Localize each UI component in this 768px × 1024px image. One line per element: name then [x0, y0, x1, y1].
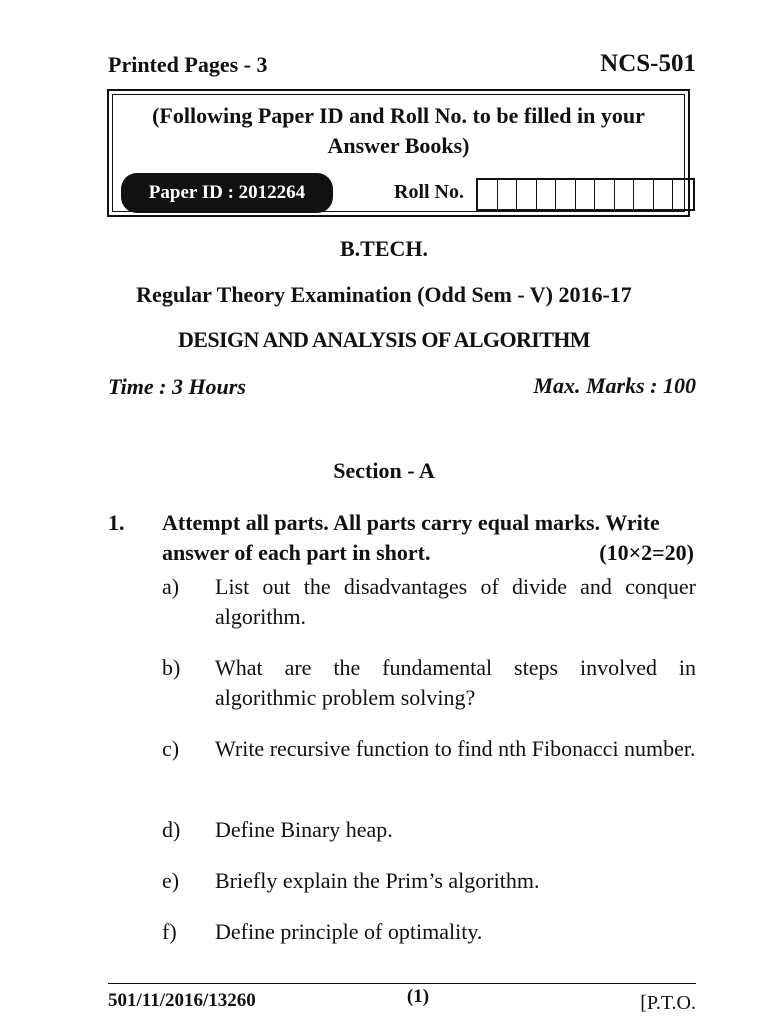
- part-text: Write recursive function to find nth Fibonacci number.: [215, 736, 696, 761]
- part-text: Define principle of optimality.: [215, 919, 483, 944]
- part-text: Define Binary heap.: [215, 817, 393, 842]
- roll-number-cell[interactable]: [595, 180, 615, 209]
- question-part: [162, 734, 696, 764]
- section-heading: Section - A: [333, 458, 435, 483]
- roll-number-boxes[interactable]: [476, 178, 695, 211]
- roll-number-cell[interactable]: [517, 180, 537, 209]
- part-label: c): [162, 736, 180, 761]
- max-marks: Max. Marks : 100: [533, 373, 696, 398]
- roll-number-cell[interactable]: [498, 180, 518, 209]
- part-text: Briefly explain the Prim’s algorithm.: [215, 868, 540, 893]
- question-part: [162, 917, 696, 947]
- roll-number-cell[interactable]: [654, 180, 674, 209]
- footer-divider: [108, 983, 696, 984]
- printed-pages: Printed Pages - 3: [108, 52, 268, 77]
- part-text: What are the fundamental steps involved in algorithmic problem solving?: [215, 655, 696, 710]
- footer-code: 501/11/2016/13260: [108, 990, 256, 1011]
- part-text: List out the disadvantages of divide and conquer algorithm.: [215, 574, 696, 629]
- question-part: [162, 815, 696, 845]
- roll-number-cell[interactable]: [615, 180, 635, 209]
- question-part: [162, 572, 696, 632]
- roll-number-cell[interactable]: [634, 180, 654, 209]
- part-label: b): [162, 655, 181, 680]
- program-title: B.TECH.: [339, 236, 429, 261]
- page-number: (1): [406, 986, 430, 1007]
- question-line2: answer of each part in short.: [162, 540, 431, 565]
- roll-number-cell[interactable]: [478, 180, 498, 209]
- part-label: e): [162, 868, 180, 893]
- paper-id-box-inner: [112, 94, 685, 212]
- fill-instruction-line2: Answer Books): [327, 133, 470, 158]
- roll-number-cell[interactable]: [556, 180, 576, 209]
- question-part: [162, 866, 696, 896]
- question-part: [162, 653, 696, 713]
- part-label: f): [162, 919, 177, 944]
- fill-instruction-line1: (Following Paper ID and Roll No. to be filled in your: [152, 103, 645, 128]
- question-number: 1.: [108, 510, 125, 535]
- course-code: NCS-501: [600, 50, 696, 77]
- part-label: a): [162, 574, 180, 599]
- question-instruction: [162, 508, 694, 568]
- roll-number-cell[interactable]: [537, 180, 557, 209]
- please-turn-over: [P.T.O.: [640, 992, 696, 1014]
- part-label: d): [162, 817, 181, 842]
- roll-number-label: Roll No.: [394, 181, 464, 203]
- fill-instruction: [113, 101, 684, 161]
- question-marks: (10×2=20): [599, 540, 694, 565]
- exam-title: Regular Theory Examination (Odd Sem - V) 2016-17: [136, 282, 632, 307]
- question-line2-row: [162, 538, 694, 568]
- roll-number-cell[interactable]: [576, 180, 596, 209]
- exam-duration: Time : 3 Hours: [108, 374, 246, 399]
- subject-title: DESIGN AND ANALYSIS OF ALGORITHM: [178, 327, 590, 352]
- paper-id-badge: Paper ID : 2012264: [121, 173, 333, 213]
- paper-id-box: [107, 89, 690, 217]
- roll-number-cell[interactable]: [673, 180, 693, 209]
- question-line1: Attempt all parts. All parts carry equal marks. Write: [162, 510, 660, 535]
